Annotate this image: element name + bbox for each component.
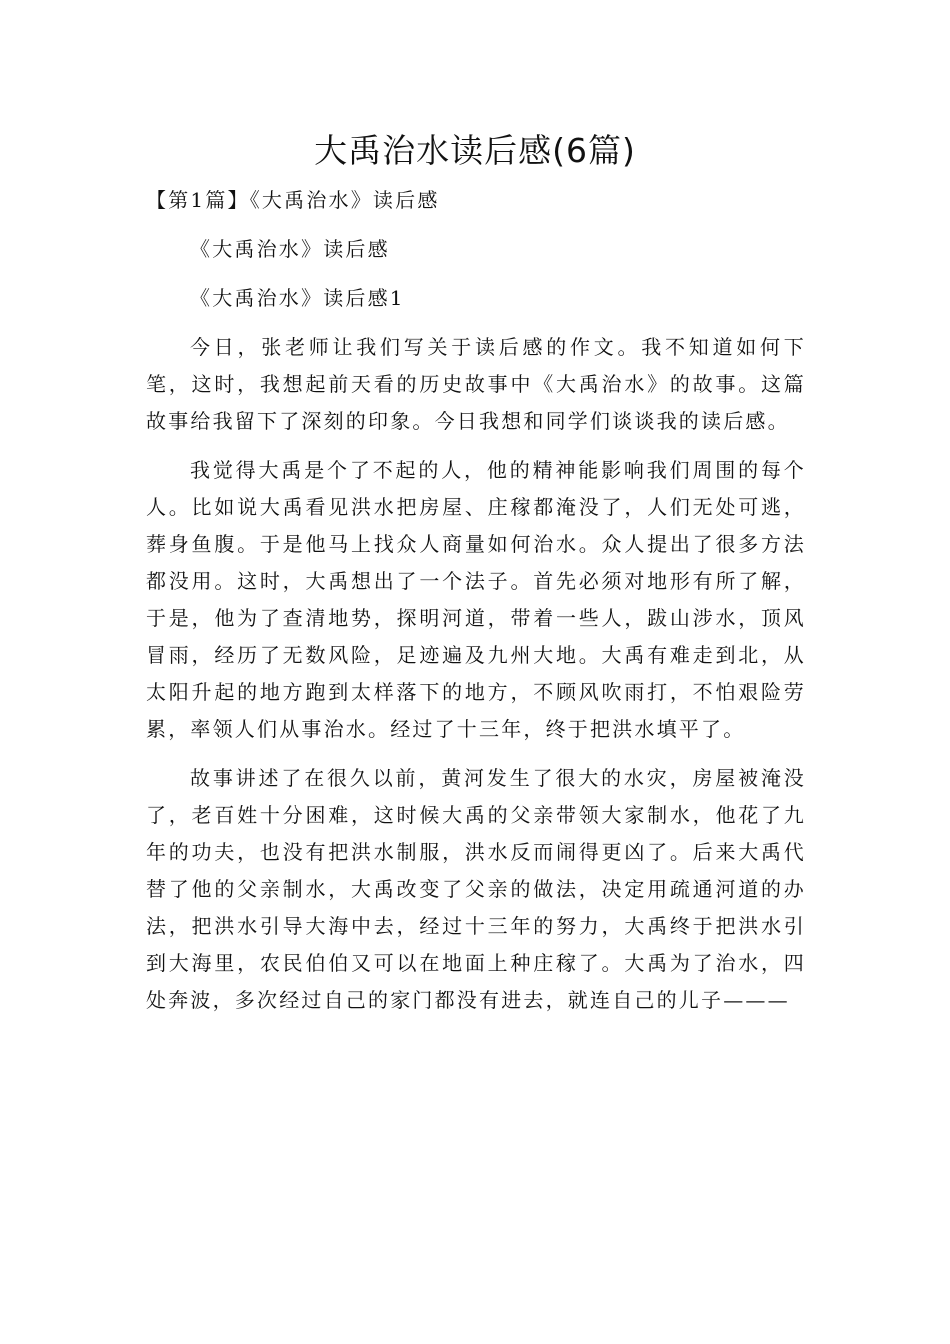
subtitle-1: 《大禹治水》读后感 <box>190 237 390 261</box>
section-heading: 【第1篇】《大禹治水》读后感 <box>146 188 440 212</box>
paragraph-2: 我觉得大禹是个了不起的人，他的精神能影响我们周围的每个人。比如说大禹看见洪水把房屋、庄稼都淹没了，人们无处可逃，葬身鱼腹。于是他马上找众人商量如何治水。众人提出了很多方法都没用。这时，大禹想出了一个法子。首先必须对地形有所了解，于是，他为了查清地势，探明河道，带着一些人，跋山涉水，顶风冒雨，经历了无数风险，足迹遍及九州大地。大禹有难走到北，从太阳升起的地方跑到太样落下的地方，不顾风吹雨打，不怕艰险劳累，率领人们从事治水。经过了十三年，终于把洪水填平了。 <box>146 458 806 741</box>
subtitle-2: 《大禹治水》读后感1 <box>190 286 405 310</box>
paragraph-3: 故事讲述了在很久以前，黄河发生了很大的水灾，房屋被淹没了，老百姓十分困难，这时候大禹的父亲带领大家制水，他花了九年的功夫，也没有把洪水制服，洪水反而闹得更凶了。后来大禹代替了他的父亲制水，大禹改变了父亲的做法，决定用疏通河道的办法，把洪水引导大海中去，经过十三年的努力，大禹终于把洪水引到大海里，农民伯伯又可以在地面上种庄稼了。大禹为了治水，四处奔波，多次经过自己的家门都没有进去，就连自己的儿子——— <box>146 766 806 1012</box>
document-title: 大禹治水读后感(6篇) <box>314 131 636 170</box>
paragraph-1: 今日，张老师让我们写关于读后感的作文。我不知道如何下笔，这时，我想起前天看的历史故事中《大禹治水》的故事。这篇故事给我留下了深刻的印象。今日我想和同学们谈谈我的读后感。 <box>146 335 806 433</box>
document-body <box>146 182 806 1031</box>
